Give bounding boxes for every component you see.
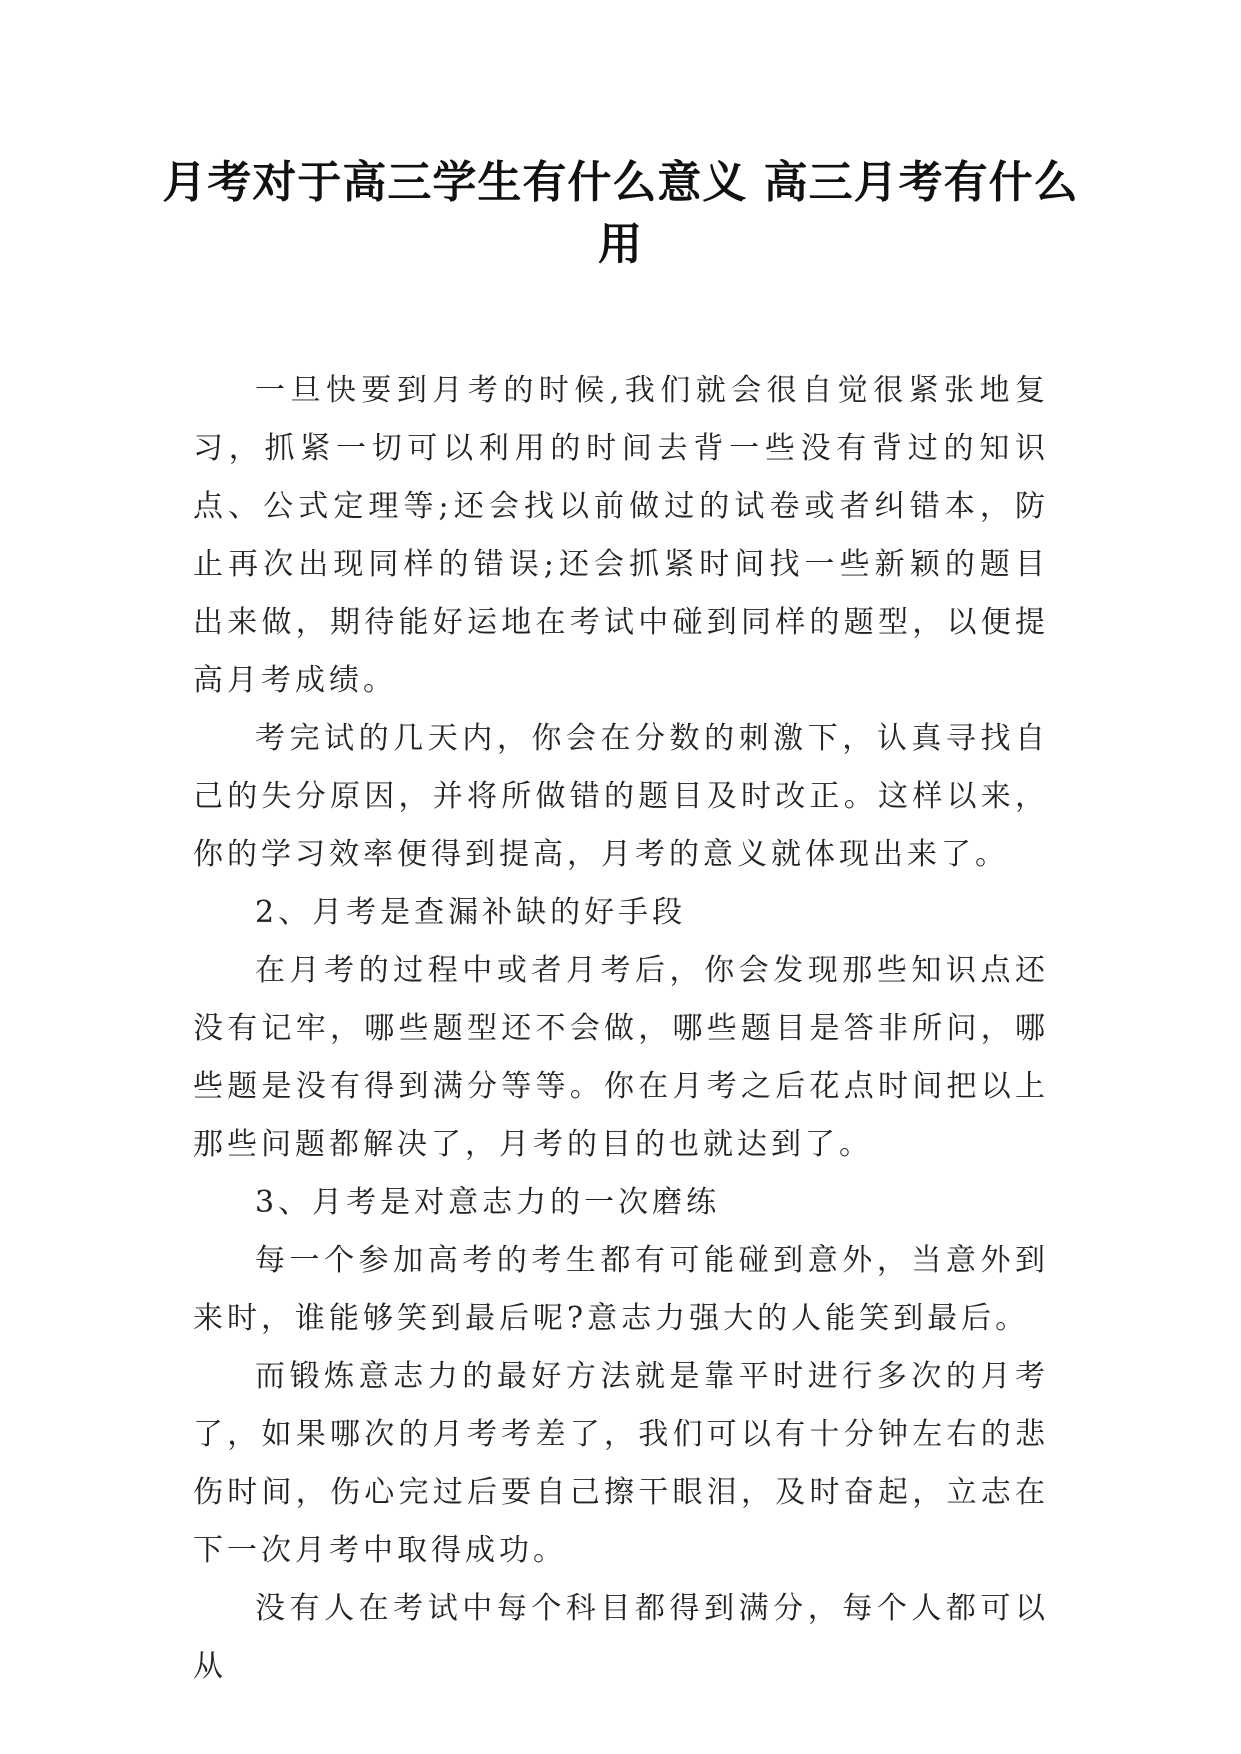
paragraph-willpower: 每一个参加高考的考生都有可能碰到意外，当意外到来时，谁能够笑到最后呢?意志力强大的人能笑到最后。 [193, 1243, 1049, 1336]
paragraph-find-gaps: 在月考的过程中或者月考后，你会发现那些知识点还没有记牢，哪些题型还不会做，哪些题目是答非所问，哪些题是没有得到满分等等。你在月考之后花点时间把以上那些问题都解决了，月考的目的也就达到了。 [193, 953, 1049, 1162]
paragraph-continued: 没有人在考试中每个科目都得到满分，每个人都可以从 [193, 1591, 1049, 1684]
paragraph-intro: 一旦快要到月考的时候,我们就会很自觉很紧张地复习，抓紧一切可以利用的时间去背一些没有背过的知识点、公式定理等;还会找以前做过的试卷或者纠错本，防止再次出现同样的错误;还会抓紧时间找一些新颖的题目出来做，期待能好运地在考试中碰到同样的题型，以便提高月考成绩。 [193, 373, 1049, 698]
section-heading-2: 2、月考是查漏补缺的好手段 [255, 895, 687, 930]
paragraph-training: 而锻炼意志力的最好方法就是靠平时进行多次的月考了，如果哪次的月考考差了，我们可以有十分钟左右的悲伤时间，伤心完过后要自己擦干眼泪，及时奋起，立志在下一次月考中取得成功。 [193, 1359, 1049, 1568]
document-body [193, 362, 1049, 1696]
section-heading-3: 3、月考是对意志力的一次磨练 [255, 1185, 721, 1220]
document-title: 月考对于高三学生有什么意义 高三月考有什么用 [162, 157, 1079, 270]
paragraph-after-exam: 考完试的几天内，你会在分数的刺激下，认真寻找自己的失分原因，并将所做错的题目及时改正。这样以来，你的学习效率便得到提高，月考的意义就体现出来了。 [193, 721, 1049, 872]
